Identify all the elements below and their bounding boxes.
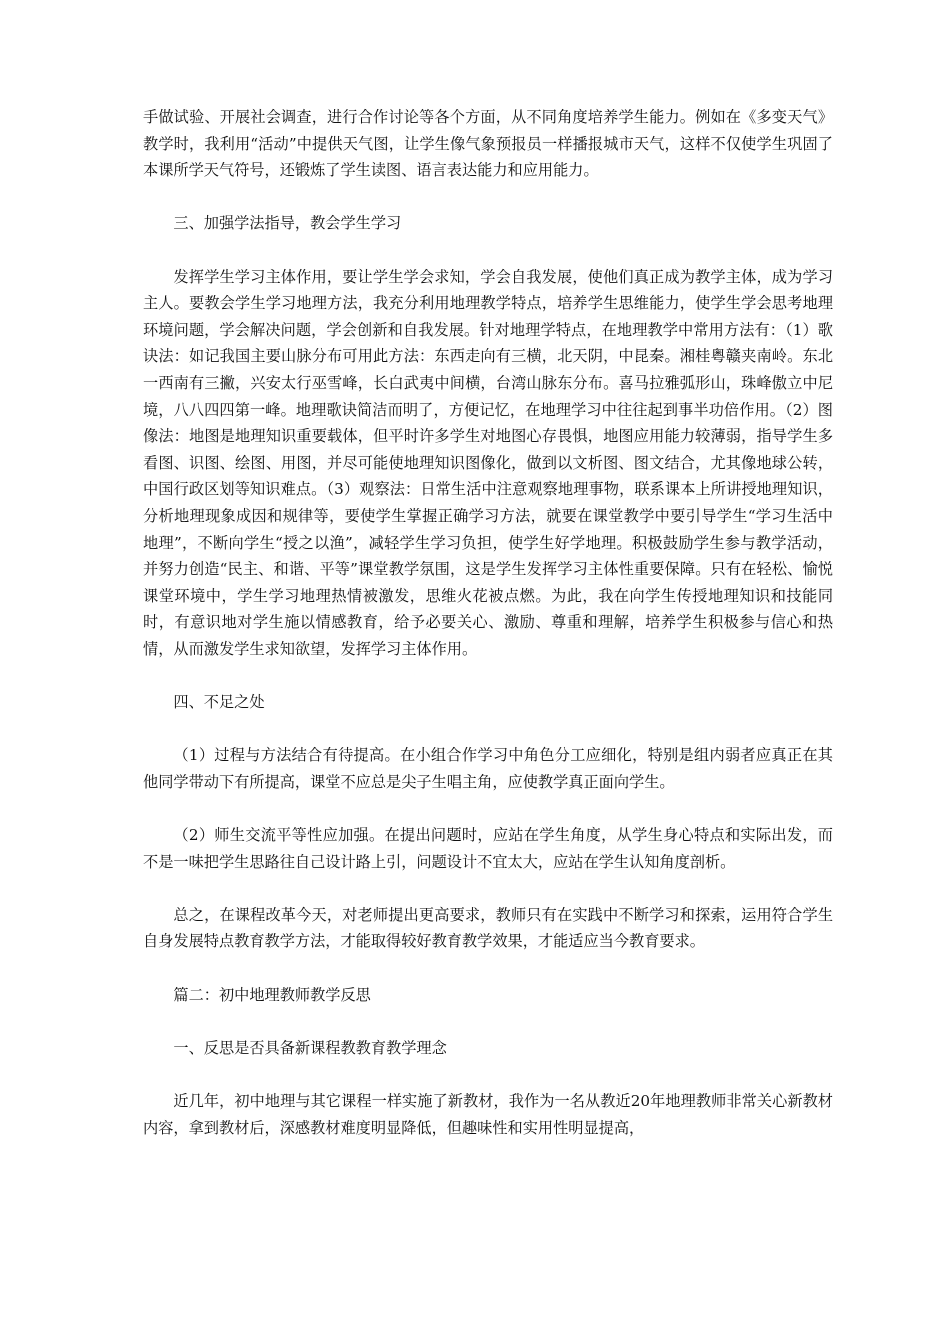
paragraph-activity-example: 手做试验、开展社会调查，进行合作讨论等各个方面，从不同角度培养学生能力。例如在《多变天气》教学时，我利用“活动”中提供天气图，让学生像气象预报员一样播报城市天气，这样不仅使学生巩固了本课所学天气符号，还锻炼了学生读图、语言表达能力和应用能力。 xyxy=(143,108,833,180)
document-body xyxy=(143,104,833,1141)
section-heading-3: 三、加强学法指导，教会学生学习 xyxy=(173,214,402,233)
paragraph-spacer xyxy=(143,875,833,902)
paragraph-spacer xyxy=(143,237,833,264)
paragraph-spacer xyxy=(143,1008,833,1035)
paragraph-spacer xyxy=(143,716,833,743)
paragraph-shortcoming-2: （2）师生交流平等性应加强。在提出问题时，应站在学生角度，从学生身心特点和实际出发，而不是一味把学生思路往自己设计路上引，问题设计不宜太大，应站在学生认知角度剖析。 xyxy=(143,826,833,871)
paragraph-spacer xyxy=(143,662,833,689)
paragraph-shortcoming-1: （1）过程与方法结合有待提高。在小组合作学习中角色分工应细化，特别是组内弱者应真正在其他同学带动下有所提高，课堂不应总是尖子生唱主角，应使教学真正面向学生。 xyxy=(143,746,833,791)
part-two-title: 篇二：初中地理教师教学反思 xyxy=(173,985,371,1004)
paragraph-learning-methods: 发挥学生学习主体作用，要让学生学会求知，学会自我发展，使他们真正成为教学主体，成为学习主人。要教会学生学习地理方法，我充分利用地理教学特点，培养学生思维能力，使学生学会思考地理环境问题，学会解决问题，学会创新和自我发展。针对地理学特点，在地理教学中常用方法有：（1）歌诀法：如记我国主要山脉分布可用此方法：东西走向有三横，北天阴，中昆秦。湘桂粤赣夹南岭。东北一西南有三撇，兴安太行巫雪峰，长白武夷中间横，台湾山脉东分布。喜马拉雅弧形山，珠峰傲立中尼境，八八四四第一峰。地理歌诀简洁而明了，方便记忆，在地理学习中往往起到事半功倍作用。（2）图像法：地图是地理知识重要载体，但平时许多学生对地图心存畏惧，地图应用能力较薄弱，指导学生多看图、识图、绘图、用图，并尽可能使地理知识图像化，做到以文析图、图文结合，尤其像地球公转，中国行政区划等知识难点。（3）观察法：日常生活中注意观察地理事物，联系课本上所讲授地理知识，分析地理现象成因和规律等，要使学生掌握正确学习方法，就要在课堂教学中要引导学生“学习生活中地理”，不断向学生“授之以渔”，减轻学生学习负担，使学生好学地理。积极鼓励学生参与教学活动，并努力创造“民主、和谐、平等”课堂教学氛围，这是学生发挥学习主体性重要保障。只有在轻松、愉悦课堂环境中，学生学习地理热情被激发，思维火花被点燃。为此，我在向学生传授地理知识和技能同时，有意识地对学生施以情感教育，给予必要关心、激励、尊重和理解，培养学生积极参与信心和热情，从而激发学生求知欲望，发挥学习主体作用。 xyxy=(143,267,833,658)
paragraph-conclusion: 总之，在课程改革今天，对老师提出更高要求，教师只有在实践中不断学习和探索，运用符合学生自身发展特点教育教学方法，才能取得较好教育教学效果，才能适应当今教育要求。 xyxy=(143,905,833,951)
paragraph-spacer xyxy=(143,184,833,211)
section-heading-1: 一、反思是否具备新课程教教育教学理念 xyxy=(173,1038,447,1057)
paragraph-spacer xyxy=(143,795,833,822)
paragraph-spacer xyxy=(143,1061,833,1088)
section-heading-4: 四、不足之处 xyxy=(173,693,265,712)
paragraph-spacer xyxy=(143,955,833,982)
paragraph-new-textbook: 近几年，初中地理与其它课程一样实施了新教材，我作为一名从教近20年地理教师非常关心新教材内容，拿到教材后，深感教材难度明显降低，但趣味性和实用性明显提高， xyxy=(143,1091,833,1137)
